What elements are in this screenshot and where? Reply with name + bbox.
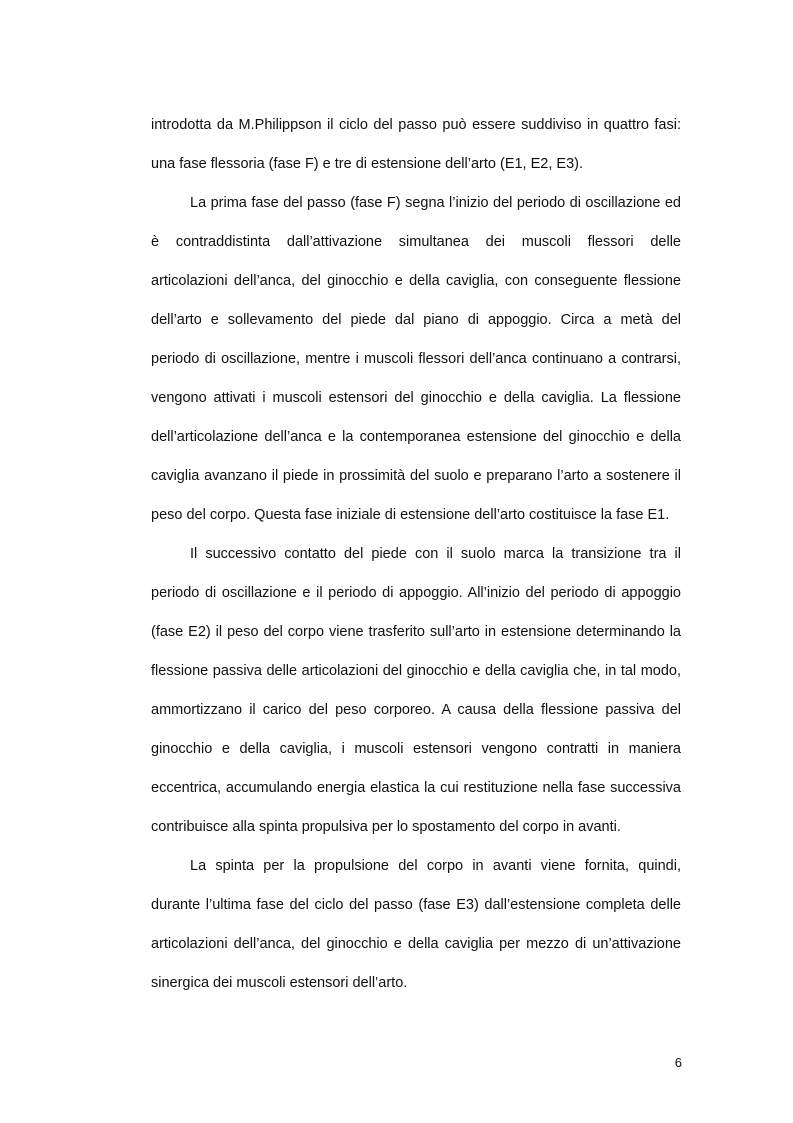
paragraph-first-line: La prima fase del passo (fase F) segna l’inizio del periodo di oscillazione ed: [190, 195, 681, 211]
text-line: dell’arto e sollevamento del piede dal piano di appoggio. Circa a metà del: [151, 312, 681, 328]
text-line: dell’articolazione dell’anca e la contemporanea estensione del ginocchio e della: [151, 429, 681, 445]
text-line: una fase flessoria (fase F) e tre di estensione dell’arto (E1, E2, E3).: [151, 156, 583, 172]
paragraph-first-line: La spinta per la propulsione del corpo in avanti viene fornita, quindi,: [190, 858, 681, 874]
text-line: ammortizzano il carico del peso corporeo. A causa della flessione passiva del: [151, 702, 681, 718]
text-line: (fase E2) il peso del corpo viene trasferito sull’arto in estensione determinando la: [151, 624, 681, 640]
text-line: periodo di oscillazione, mentre i muscoli flessori dell’anca continuano a contrarsi,: [151, 351, 681, 367]
text-line: vengono attivati i muscoli estensori del ginocchio e della caviglia. La flessione: [151, 390, 681, 406]
text-line: contribuisce alla spinta propulsiva per lo spostamento del corpo in avanti.: [151, 819, 621, 835]
text-line: articolazioni dell’anca, del ginocchio e della caviglia per mezzo di un’attivazione: [151, 936, 681, 952]
text-line: caviglia avanzano il piede in prossimità del suolo e preparano l’arto a sostenere il: [151, 468, 681, 484]
text-line: articolazioni dell’anca, del ginocchio e della caviglia, con conseguente flessione: [151, 273, 681, 289]
text-line: introdotta da M.Philippson il ciclo del passo può essere suddiviso in quattro fasi:: [151, 117, 681, 133]
text-line: eccentrica, accumulando energia elastica la cui restituzione nella fase successiva: [151, 780, 681, 796]
paragraph-first-line: Il successivo contatto del piede con il suolo marca la transizione tra il: [190, 546, 681, 562]
text-line: durante l’ultima fase del ciclo del passo (fase E3) dall’estensione completa delle: [151, 897, 681, 913]
text-line: periodo di oscillazione e il periodo di appoggio. All’inizio del periodo di appoggio: [151, 585, 681, 601]
text-line: ginocchio e della caviglia, i muscoli estensori vengono contratti in maniera: [151, 741, 681, 757]
page-number: 6: [674, 1055, 682, 1070]
text-line: peso del corpo. Questa fase iniziale di estensione dell’arto costituisce la fase E1.: [151, 507, 670, 523]
text-line: flessione passiva delle articolazioni del ginocchio e della caviglia che, in tal modo,: [151, 663, 681, 679]
text-line: è contraddistinta dall’attivazione simultanea dei muscoli flessori delle: [151, 234, 681, 250]
text-line: sinergica dei muscoli estensori dell’arto.: [151, 975, 408, 991]
